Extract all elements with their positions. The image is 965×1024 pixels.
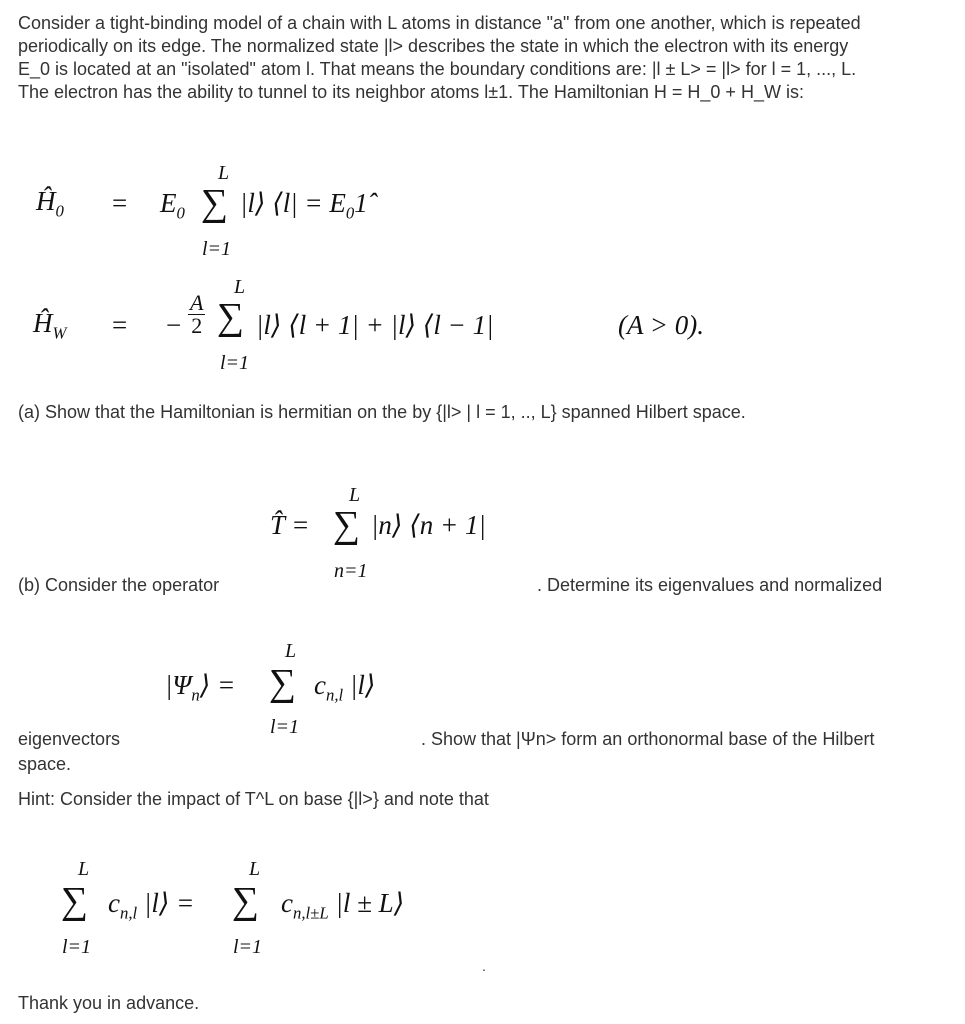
periodic-right-sum-sign: ∑ [232,880,260,922]
hw-condition: (A > 0). [618,310,704,340]
t-lhs: T̂ = [270,510,310,540]
h0-lhs: $Ĥ_0$ [36,186,64,221]
periodic-left-body: $c_{n,l}$ |l⟩ = [108,888,195,923]
psi-body: $c_{n,l}$ |l⟩ [314,670,376,705]
intro-line: Consider a tight-binding model of a chain with L atoms in distance "a" from one another, which is repeated [18,13,861,33]
periodic-left-sum-sign: ∑ [61,880,89,922]
t-sum-upper: L [349,484,361,506]
part-a-text: (a) Show that the Hamiltonian is hermitian on the by {|l> | l = 1, .., L} spanned Hilbert space. [18,402,746,422]
hw-minus: − [166,310,182,340]
h0-sum-lower: l=1 [202,238,232,260]
intro-paragraph [18,12,953,104]
t-body: |n⟩ ⟨n + 1| [371,510,486,540]
psi-sum-sign: ∑ [269,662,297,704]
periodic-left-sum-lower: l=1 [62,936,92,958]
hw-sum-lower: l=1 [220,352,250,374]
part-b-right-text: . Determine its eigenvalues and normalized [537,575,883,595]
hw-body: |l⟩ ⟨l + 1| + |l⟩ ⟨l − 1| [256,310,494,340]
hw-sum-sign: ∑ [217,296,245,338]
hw-lhs: $Ĥ_W$ [33,308,67,343]
periodic-left-sum-upper: L [78,858,90,880]
intro-line: E_0 is located at an "isolated" atom l. That means the boundary conditions are: |l ± L> = |l> for l = 1, ..., L. [18,59,857,79]
psi-sum-upper: L [285,640,297,662]
periodic-right-sum-upper: L [249,858,261,880]
periodic-right-body: $c_{n,l\pm L}$ |l ± L⟩ [281,888,405,923]
hw-equals: = [112,310,128,340]
hw-fraction-denominator: 2 [191,313,203,338]
hw-fraction [188,292,205,337]
h0-coefficient: $E_0$ [160,188,185,223]
h0-body: |l⟩ ⟨l| = $E_01̂$ [240,188,368,223]
intro-line: The electron has the ability to tunnel to its neighbor atoms l±1. The Hamiltonian H = H_0 + H_W is: [18,82,804,102]
hint-text: Hint: Consider the impact of T^L on base {|l>} and note that [18,789,489,809]
eigenvectors-text: eigenvectors [18,729,121,749]
t-sum-sign: ∑ [333,504,361,546]
h0-equals: = [112,188,128,218]
orthonormal-text: . Show that |Ψn> form an orthonormal base of the Hilbert [421,729,875,749]
intro-line: periodically on its edge. The normalized state |l> describes the state in which the electron with its energy [18,36,849,56]
hw-fraction-numerator: A [190,290,204,315]
part-b-left-text: (b) Consider the operator [18,575,220,595]
h0-sum-upper: L [218,162,230,184]
hw-sum-upper: L [234,276,246,298]
periodic-right-sum-lower: l=1 [233,936,263,958]
psi-sum-lower: l=1 [270,716,300,738]
psi-lhs: $|\Psi_n⟩$ = [165,670,236,705]
space-text: space. [18,754,72,774]
t-sum-lower: n=1 [334,560,368,582]
thanks-text: Thank you in advance. [18,993,200,1013]
trailing-dot: . [482,958,486,974]
h0-sum-sign: ∑ [201,182,229,224]
